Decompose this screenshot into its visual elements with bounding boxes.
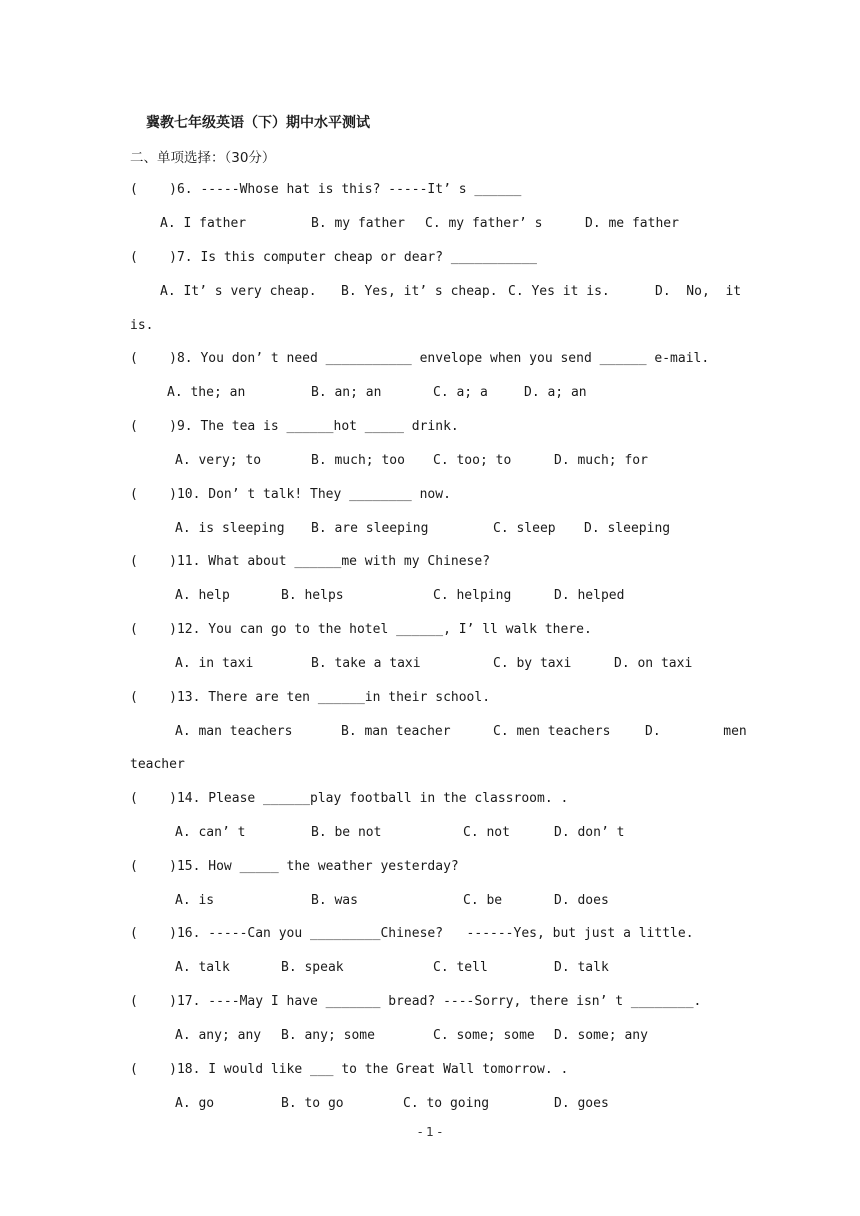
question-stem: ( )15. How _____ the weather yesterday? <box>130 859 459 874</box>
answer-option: D. goes <box>554 1096 609 1111</box>
answer-option: C. Yes it is. <box>508 284 610 299</box>
answer-option: B. speak <box>281 960 344 975</box>
question-stem: ( )16. -----Can you _________Chinese? ------Yes, but just a little. <box>130 926 694 941</box>
question-stem: ( )13. There are ten ______in their school. <box>130 690 491 705</box>
answer-option: D. on taxi <box>614 656 693 671</box>
answer-option: D. sleeping <box>584 521 671 536</box>
answer-option: C. helping <box>433 588 512 603</box>
answer-option: A. is sleeping <box>175 521 285 536</box>
answer-option: D. talk <box>554 960 609 975</box>
answer-option: B. man teacher <box>341 724 451 739</box>
question-stem: ( )12. You can go to the hotel ______, I’ ll walk there. <box>130 622 592 637</box>
answer-option: B. an; an <box>311 385 382 400</box>
answer-option: D. does <box>554 893 609 908</box>
answer-option: B. are sleeping <box>311 521 429 536</box>
answer-option: D. helped <box>554 588 625 603</box>
option-continuation: teacher <box>130 757 185 772</box>
section-heading: 二、单项选择：（30分） <box>130 150 276 166</box>
answer-option: D. No, it <box>655 284 742 299</box>
answer-option: A. It’ s very cheap. <box>160 284 317 299</box>
question-stem: ( )11. What about ______me with my Chinese? <box>130 554 491 569</box>
answer-option: D. much; for <box>554 453 648 468</box>
answer-option: D. some; any <box>554 1028 648 1043</box>
question-stem: ( )6. -----Whose hat is this? -----It’ s ______ <box>130 182 522 197</box>
answer-option: A. talk <box>175 960 230 975</box>
answer-option: C. a; a <box>433 385 488 400</box>
answer-option: A. is <box>175 893 215 908</box>
answer-option: C. not <box>463 825 510 840</box>
answer-option: A. man teachers <box>175 724 293 739</box>
question-stem: ( )18. I would like ___ to the Great Wall tomorrow. . <box>130 1062 569 1077</box>
answer-option: B. to go <box>281 1096 344 1111</box>
question-stem: ( )7. Is this computer cheap or dear? ___________ <box>130 250 537 265</box>
answer-option: B. Yes, it’ s cheap. <box>341 284 498 299</box>
answer-option: D. men <box>645 724 747 739</box>
answer-option: D. a; an <box>524 385 587 400</box>
answer-option: C. my father’ s <box>425 216 543 231</box>
question-stem: ( )10. Don’ t talk! They ________ now. <box>130 487 451 502</box>
answer-option: A. in taxi <box>175 656 254 671</box>
question-stem: ( )17. ----May I have _______ bread? ----Sorry, there isn’ t ________. <box>130 994 702 1009</box>
answer-option: C. tell <box>433 960 488 975</box>
answer-option: A. the; an <box>167 385 246 400</box>
answer-option: B. was <box>311 893 358 908</box>
answer-option: B. my father <box>311 216 405 231</box>
exam-title: 冀教七年级英语（下）期中水平测试 <box>146 115 370 131</box>
page-number: - 1 - <box>418 1125 442 1139</box>
answer-option: B. be not <box>311 825 382 840</box>
answer-option: A. help <box>175 588 230 603</box>
answer-option: A. I father <box>160 216 247 231</box>
answer-option: D. don’ t <box>554 825 625 840</box>
answer-option: C. by taxi <box>493 656 572 671</box>
answer-option: B. any; some <box>281 1028 375 1043</box>
answer-option: A. go <box>175 1096 215 1111</box>
question-stem: ( )9. The tea is ______hot _____ drink. <box>130 419 459 434</box>
answer-option: C. be <box>463 893 503 908</box>
answer-option: B. helps <box>281 588 344 603</box>
answer-option: C. to going <box>403 1096 490 1111</box>
answer-option: A. very; to <box>175 453 262 468</box>
answer-option: A. any; any <box>175 1028 262 1043</box>
question-stem: ( )8. You don’ t need ___________ envelope when you send ______ e-mail. <box>130 351 710 366</box>
option-continuation: is. <box>130 318 154 333</box>
answer-option: B. much; too <box>311 453 405 468</box>
answer-option: A. can’ t <box>175 825 246 840</box>
answer-option: C. too; to <box>433 453 512 468</box>
answer-option: C. some; some <box>433 1028 535 1043</box>
answer-option: D. me father <box>585 216 679 231</box>
question-stem: ( )14. Please ______play football in the classroom. . <box>130 791 569 806</box>
answer-option: C. men teachers <box>493 724 611 739</box>
answer-option: C. sleep <box>493 521 556 536</box>
answer-option: B. take a taxi <box>311 656 421 671</box>
